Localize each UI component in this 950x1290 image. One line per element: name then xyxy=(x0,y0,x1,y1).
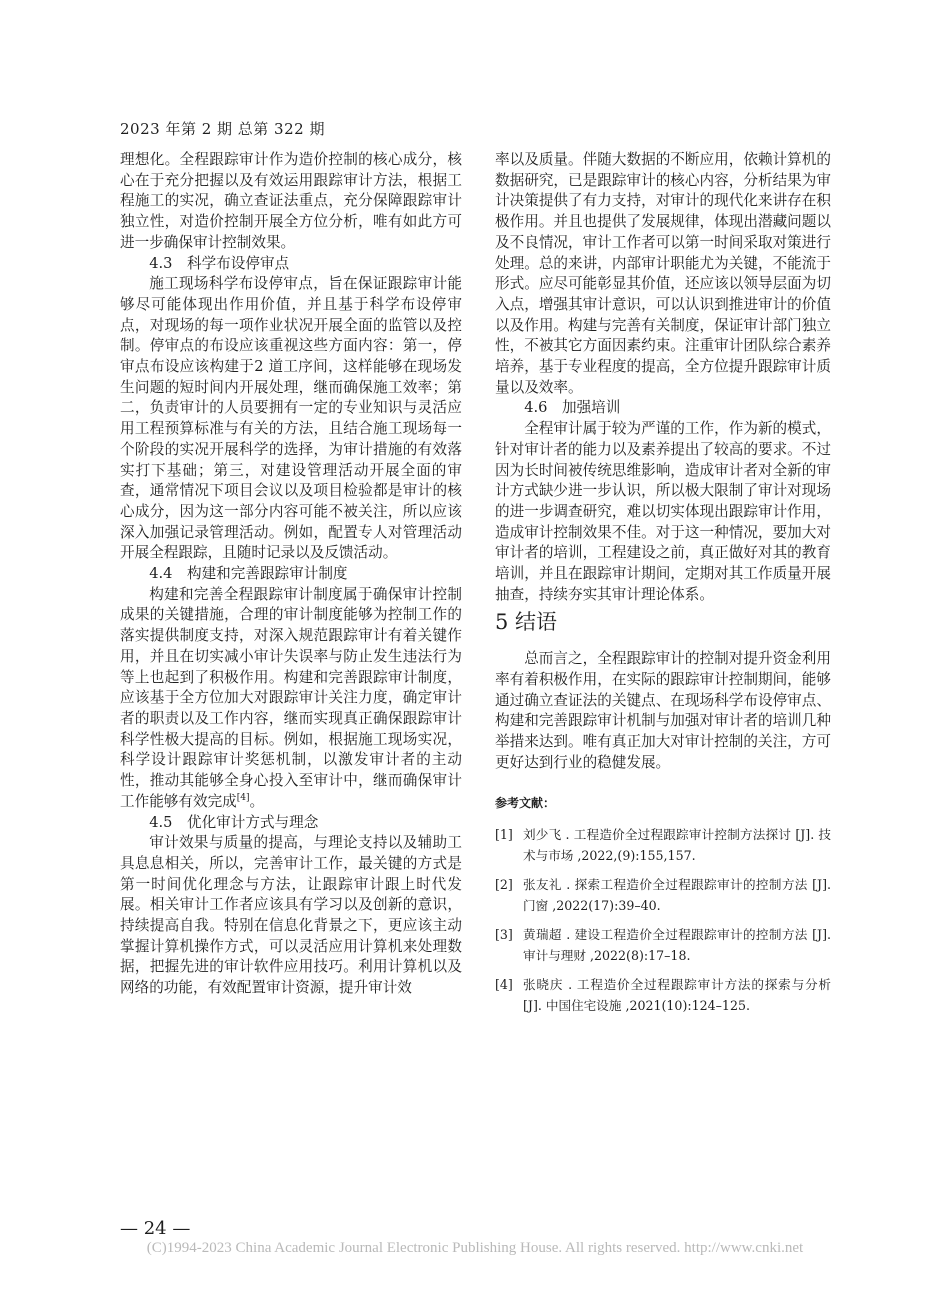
citation-4: [4] xyxy=(236,792,250,803)
paragraph: 施工现场科学布设停审点，旨在保证跟踪审计能够尽可能体现出作用价值，并且基于科学布设停审点，对现场的每一项作业状况开展全面的监管以及控制。停审点的布设应该重视这些方面内容：第一，停审点布设应该构建于2 道工序间，这样能够在现场发生问题的短时间内开展处理，继而确保施工效率；第二，负责审计的人员要拥有一定的专业知识与灵活应用工程预算标准与有关的方法，且结合施工现场每一个阶段的实况开展科学的选择，为审计措施的有效落实打下基础；第三，对建设管理活动开展全面的审查，通常情况下项目会议以及项目检验都是审计的核心成分，因为这一部分内容可能不被关注，所以应该深入加强记录管理活动。例如，配置专人对管理活动开展全程跟踪，且随时记录以及反馈活动。 xyxy=(120,275,462,562)
reference-number: [4] xyxy=(495,977,513,993)
section-heading-4-6: 4.6 加强培训 xyxy=(524,399,621,417)
left-column xyxy=(120,150,462,999)
reference-number: [3] xyxy=(495,927,513,943)
reference-item xyxy=(495,974,831,1016)
issue-header: 2023 年第 2 期 总第 322 期 xyxy=(120,120,325,138)
paragraph xyxy=(120,585,462,813)
paragraph: 全程审计属于较为严谨的工作，作为新的模式，针对审计者的能力以及素养提出了较高的要求。不过因为长时间被传统思维影响，造成审计者对全新的审计方式缺少进一步认识，所以极大限制了审计对现场的进一步调查研究，难以切实体现出跟踪审计作用，造成审计控制效果不佳。对于这一种情况，要加大对审计者的培训，工程建设之前，真正做好对其的教育培训，并且在跟踪审计期间，定期对其工作质量开展抽查，持续夯实其审计理论体系。 xyxy=(495,420,831,603)
references-list xyxy=(495,824,831,1016)
reference-text: 黄瑞超 . 建设工程造价全过程跟踪审计的控制方法 [J]. 审计与理财 ,2022(8):17–18. xyxy=(523,927,831,964)
section-heading-5: 5 结语 xyxy=(495,610,558,635)
right-column xyxy=(495,150,831,1024)
reference-text: 刘少飞 . 工程造价全过程跟踪审计控制方法探讨 [J]. 技术与市场 ,2022,(9):155,157. xyxy=(523,827,831,864)
section-heading-4-3: 4.3 科学布设停审点 xyxy=(149,254,290,272)
paragraph-text: 构建和完善全程跟踪审计制度属于确保审计控制成果的关键措施，合理的审计制度能够为控制工作的落实提供制度支持，对深入规范跟踪审计有着关键作用，并且在切实减小审计失误率与防止发生违法行为等上也起到了积极作用。构建和完善跟踪审计制度，应该基于全方位加大对跟踪审计关注力度，确定审计者的职责以及工作内容，继而实现真正确保跟踪审计科学性极大提高的目标。例如，根据施工现场实况，科学设计跟踪审计奖惩机制，以激发审计者的主动性，推动其能够全身心投入至审计中，继而确保审计工作能够有效完成 xyxy=(120,585,462,810)
paragraph: 理想化。全程跟踪审计作为造价控制的核心成分，核心在于充分把握以及有效运用跟踪审计方法，根据工程施工的实况，确立查证法重点，充分保障跟踪审计独立性，对造价控制开展全方位分析，唯有如此方可进一步确保审计控制效果。 xyxy=(120,151,462,251)
copyright-notice: (C)1994-2023 China Academic Journal Electronic Publishing House. All rights reserved. http://www.cnki.net xyxy=(146,1240,804,1256)
reference-text: 张友礼 . 探索工程造价全过程跟踪审计的控制方法 [J]. 门窗 ,2022(17):39–40. xyxy=(523,877,831,914)
references-title: 参考文献： xyxy=(495,796,556,811)
reference-number: [2] xyxy=(495,877,513,893)
reference-item xyxy=(495,924,831,966)
paragraph: 审计效果与质量的提高，与理论支持以及辅助工具息息相关，所以，完善审计工作，最关键的方式是第一时间优化理念与方法，让跟踪审计跟上时代发展。相关审计工作者应该具有学习以及创新的意识，持续提高自我。特别在信息化背景之下，更应该主动掌握计算机操作方式，可以灵活应用计算机来处理数据，把握先进的审计软件应用技巧。利用计算机以及网络的功能，有效配置审计资源，提升审计效 xyxy=(120,834,462,997)
reference-number: [1] xyxy=(495,827,513,843)
reference-text: 张晓庆 . 工程造价全过程跟踪审计方法的探索与分析 [J]. 中国住宅设施 ,2021(10):124–125. xyxy=(523,977,831,1014)
paragraph: 率以及质量。伴随大数据的不断应用，依赖计算机的数据研究，已是跟踪审计的核心内容，分析结果为审计决策提供了有力支持，对审计的现代化来讲存在积极作用。并且也提供了发展规律，体现出潜藏问题以及不良情况，审计工作者可以第一时间采取对策进行处理。总的来讲，内部审计职能尤为关键，不能流于形式。应尽可能彰显其价值，还应该以领导层面为切入点，增强其审计意识，可以认识到推进审计的价值以及作用。构建与完善有关制度，保证审计部门独立性，不被其它方面因素约束。注重审计团队综合素养培养，基于专业程度的提高，全方位提升跟踪审计质量以及效率。 xyxy=(495,151,831,396)
section-heading-4-5: 4.5 优化审计方式与理念 xyxy=(149,813,319,831)
page-number: — 24 — xyxy=(120,1218,191,1239)
reference-item xyxy=(495,874,831,916)
paragraph: 总而言之，全程跟踪审计的控制对提升资金利用率有着积极作用，在实际的跟踪审计控制期间，能够通过确立查证法的关键点、在现场科学布设停审点、构建和完善跟踪审计机制与加强对审计者的培训几种举措来达到。唯有真正加大对审计控制的关注，方可更好达到行业的稳健发展。 xyxy=(495,650,831,771)
paragraph-end: 。 xyxy=(249,792,265,810)
reference-item xyxy=(495,824,831,866)
section-heading-4-4: 4.4 构建和完善跟踪审计制度 xyxy=(149,565,348,583)
